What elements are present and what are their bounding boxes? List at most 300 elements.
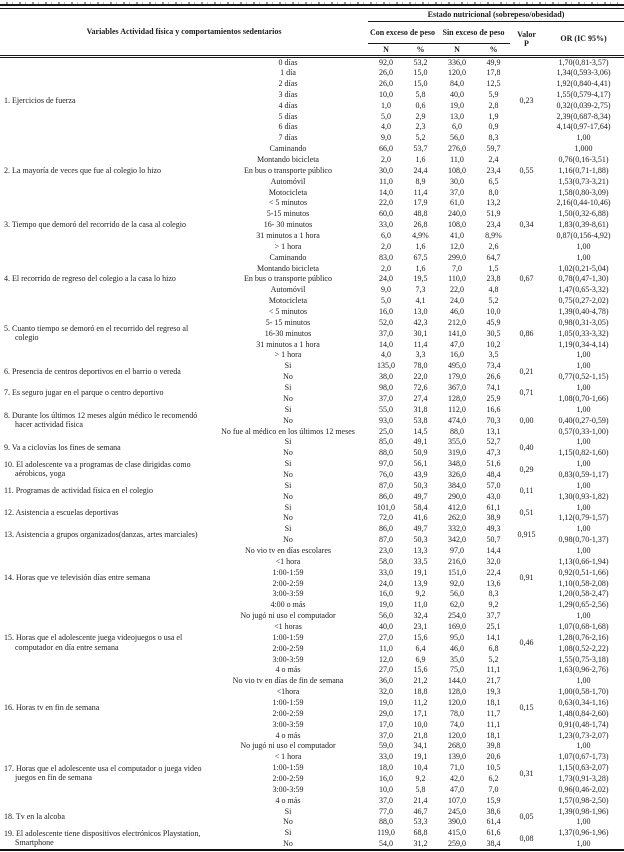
n-sin-value: 212,0 [448,317,466,327]
pct-con-value: 5,8 [415,784,426,794]
category-label: 2:00-2:59 [272,578,304,588]
pct-sin-value: 6,2 [488,774,499,783]
category-label: Montando bicicleta [257,263,319,273]
n-con-value: 25,0 [379,426,393,436]
category-label: Si [284,361,292,371]
category-label: No [283,415,293,425]
n-con-value: 32,0 [379,687,393,697]
pct-con-value: 31,8 [413,404,428,414]
n-sin-value: 108,0 [448,220,466,230]
or-value: 1,08(0,70-1,66) [558,393,609,403]
pct-sin-value: 18,1 [486,730,501,740]
n-con-value: 24,0 [379,274,393,284]
pct-con-value: 2,3 [415,122,426,132]
n-sin-value: 120,0 [448,697,466,707]
n-con-value: 58,0 [379,556,393,566]
table-row [0,57,624,68]
p-value: 0,51 [519,507,534,517]
or-value: 1,30(0,93-1,82) [558,491,609,501]
or-value: 1,58(0,80-3,09) [558,187,609,197]
pct-con-value: 5,2 [415,133,426,143]
or-value: 1,00 [576,524,591,534]
p-value: 0,15 [519,703,534,713]
category-label: 5- 15 minutos [265,317,311,327]
pct-sin-value: 59,7 [486,144,501,154]
n-con-value: 87,0 [379,480,393,490]
n-con-value: 2,0 [381,241,391,251]
category-label: < 5 minutos [268,307,308,317]
n-con-value: 6,0 [381,231,391,241]
sin-exceso-header: Sin exceso de peso [437,22,510,44]
n-sin-value: 107,0 [448,795,466,805]
or-value: 1,20(0,58-2,47) [558,589,609,599]
or-value: 4,14(0,97-17,64) [556,122,611,132]
pct-sin-value: 12,5 [486,79,501,88]
variable-label: 19. El adolescente tiene dispositivos electrónicos Playstation, Smartphone [4,828,201,848]
or-value: 1,00 [576,459,591,469]
table-row [0,828,624,839]
n-sin-value: 144,0 [448,676,466,686]
n-sin-value: 128,0 [448,687,466,697]
or-value: 1,00 [576,817,591,827]
or-value: 1,00 [576,741,591,751]
pct-sin-value: 5,2 [488,654,499,664]
table-row [0,610,624,621]
n-con-value: 10,0 [379,784,393,794]
p-value: 0,915 [517,529,536,539]
variable-label: 13. Asistencia a grupos organizados(danzas, artes marciales) [4,529,198,539]
pct-sin-value: 16,6 [486,404,501,414]
category-label: Automóvil [270,285,306,295]
n-con-value: 30,0 [379,165,393,175]
category-label: No jugó ni uso el computador [240,611,336,621]
n-con-value: 86,0 [379,491,393,501]
category-label: 1:00-1:59 [272,632,304,642]
variable-label: 6. Presencia de centros deportivos en el barrio o vereda [4,366,181,376]
or-value: 1,00 [576,839,591,849]
or-value: 1,15(0,82-1,60) [558,448,609,458]
table-row [0,382,624,393]
variable-label: 9. Va a ciclovías los fines de semana [4,442,121,452]
category-label: 0 días [278,58,298,68]
n-sin-value: 254,0 [448,611,466,621]
category-label: 6 días [278,122,298,132]
category-label: No [283,817,293,827]
table-row [0,404,624,415]
n-con-value: 1,0 [381,100,391,110]
or-value: 2,16(0,44-10,46) [556,198,611,208]
category-label: No [283,372,293,382]
n-sin-value: 84,0 [450,79,464,88]
pct-sin-value: 47,3 [486,448,501,458]
pct-sin-value: 18,1 [486,697,501,707]
pct-con-value: 33,5 [413,556,428,566]
variable-label: 18. Tv en la alcoba [4,811,65,821]
p-value: 0,00 [519,415,534,425]
pct-con-value: 1,6 [415,155,426,165]
category-label: <1 horas [274,621,302,631]
n-sin-value: 179,0 [448,372,466,382]
pct-sin-value: 38,4 [486,839,501,849]
pct-sin-value: 48,4 [486,469,501,479]
n-con-value: 2,0 [381,263,391,273]
pct-con-value: 43,9 [413,469,428,479]
category-label: Si [284,459,292,469]
category-label: 3:00-3:59 [272,589,304,599]
pct-sin-value: 73,4 [486,361,501,371]
n-con-value: 4,0 [381,350,391,360]
n-sin-value: 75,0 [450,665,464,675]
n-sin-value: 46,0 [450,643,464,653]
n-sin-value: 74,0 [450,719,464,729]
category-label: No [283,535,293,545]
category-label: No [283,469,293,479]
or-value: 0,87(0,156-4,92) [556,231,611,241]
or-value: 1,08(0,52-2,22) [558,643,609,653]
pct-con-value: 13,3 [413,545,428,555]
n-sin-value: 56,0 [450,133,464,143]
pct-sin-value: 5,9 [488,89,499,99]
n-con-value: 88,0 [379,448,393,458]
pct-sin-value: 20,6 [486,752,501,762]
n-con-value: 33,0 [379,220,393,230]
table-row [0,143,624,154]
n-sin-value: 120,0 [448,730,466,740]
pct-con-value: 41,6 [413,513,428,523]
variable-label: 7. Es seguro jugar en el parque o centro deportivo [4,388,164,398]
pct-con-value: 46,7 [413,806,428,816]
n-sin-value: 151,0 [448,567,466,577]
pct-sin-value: 51,6 [486,459,501,469]
category-label: Si [284,502,292,512]
category-label: 4 días [278,100,298,110]
table-row [0,361,624,372]
pct-con-value: 56,1 [413,459,428,469]
or-value: 0,83(0,59-1,17) [558,469,609,479]
n-sin-value: 259,0 [448,839,466,849]
n-con-value: 92,0 [379,58,393,68]
pct-con-value: 15,0 [413,68,428,78]
pct-sin-value: 38,6 [486,806,501,816]
pct-con-value: 50,3 [413,480,428,490]
n-sin-value: 390,0 [448,817,466,827]
p-value: 0,46 [519,638,534,648]
n-con-value: 59,0 [379,741,393,751]
pct-con-value: 6,9 [415,654,426,664]
category-label: No fue al médico en los últimos 12 meses [221,426,355,436]
or-value: 1,00(0,58-1,70) [558,687,609,697]
or-value: 0,98(0,70-1,37) [558,535,609,545]
header-row-estado [0,9,624,22]
n-con-value: 14,0 [379,187,393,197]
or-value: 1,48(0,84-2,60) [558,708,609,718]
category-label: 1 día [280,68,296,78]
pct-sin-value: 21,7 [486,676,501,686]
category-label: Si [284,806,292,816]
n-con-value: 27,0 [379,632,393,642]
or-value: 1,12(0,79-1,57) [558,513,609,523]
table-row [0,458,624,469]
category-label: 31 minutos a 1 hora [256,339,320,349]
pct-con-value: 14,5 [413,426,428,436]
category-label: 5 días [278,111,298,121]
n-con-value: 19,0 [379,600,393,610]
pct-con-value: 49,1 [413,437,428,447]
or-value: 1,28(0,76-2,16) [558,632,609,642]
or-value: 1,00 [576,437,591,447]
pct-sin-value: 11,7 [486,708,501,718]
pct-con-value: 49,7 [413,524,428,534]
n-sin-value: 47,0 [450,339,464,349]
pct-sin-value: 2,8 [488,100,499,110]
category-label: 7 días [278,133,298,143]
n-sin-header: N [437,44,477,57]
category-label: 3:00-3:59 [272,719,304,729]
pct-con-value: 21,4 [413,795,428,805]
pct-sin-value: 10,2 [486,339,501,349]
n-sin-value: 342,0 [448,535,466,545]
variable-label: 3. Tiempo que demoró del recorrido de la casa al colegio [4,220,186,230]
p-value: 0,34 [519,220,534,230]
table-row [0,741,624,752]
n-sin-value: 245,0 [448,806,466,816]
or-value: 1,92(0,840-4,41) [556,79,611,88]
or-value: 0,91(0,48-1,74) [558,719,609,729]
n-sin-value: 319,0 [448,448,466,458]
category-label: > 1 hora [274,241,302,251]
pct-sin-value: 57,0 [486,480,501,490]
or-value: 1,00 [576,545,591,555]
or-ic-header: OR (IC 95%) [543,22,624,57]
variable-label: 16. Horas tv en fin de semana [4,703,100,713]
n-con-value: 33,0 [379,567,393,577]
n-con-value: 60,0 [379,209,393,219]
n-con-value: 37,0 [379,393,393,403]
pct-con-value: 0,6 [415,100,426,110]
pct-con-value: 53,2 [413,58,428,68]
or-value: 1,70(0,81-3,57) [558,58,609,68]
n-con-value: 33,0 [379,752,393,762]
pct-sin-value: 5,2 [488,296,499,306]
n-sin-value: 474,0 [448,415,466,425]
pct-sin-value: 8,0 [488,187,499,197]
pct-con-value: 21,8 [413,730,428,740]
category-label: No [283,491,293,501]
p-value: 0,40 [519,442,534,452]
or-value: 1,29(0,65-2,56) [558,600,609,610]
n-sin-value: 495,0 [448,361,466,371]
pct-sin-value: 45,9 [486,317,501,327]
n-con-value: 52,0 [379,317,393,327]
n-sin-value: 78,0 [450,708,464,718]
valor-p-line1: Valor [517,29,536,39]
pct-con-value: 53,7 [413,144,428,154]
or-value: 1,000 [574,144,593,154]
pct-sin-value: 19,3 [486,687,501,697]
p-value: 0,71 [519,388,534,398]
category-label: Si [284,828,292,838]
variable-label: 1. Ejercicios de fuerza [4,95,76,105]
pct-sin-value: 7,0 [488,784,499,794]
category-label: Motocicleta [268,187,308,197]
pct-con-value: 4,1 [415,296,426,306]
pct-con-value: 13,0 [413,307,428,317]
n-sin-value: 332,0 [448,524,466,534]
n-sin-value: 412,0 [448,502,466,512]
or-value: 1,00 [576,133,591,143]
category-label: No [283,839,293,849]
n-sin-value: 92,0 [450,578,464,588]
or-value: 1,53(0,73-3,21) [558,176,609,186]
variable-label: 4. El recorrido de regreso del colegio a la casa lo hizo [4,274,176,284]
category-label: 2:00-2:59 [272,774,304,783]
pct-sin-value: 14,4 [486,545,501,555]
n-con-value: 2,0 [381,155,391,165]
pct-con-value: 72,6 [413,383,428,393]
n-sin-value: 141,0 [448,328,466,338]
category-label: 1:00-1:59 [272,763,304,773]
or-value: 1,00 [576,383,591,393]
pct-con-value: 22,0 [413,372,428,382]
n-sin-value: 35,0 [450,654,464,664]
pct-sin-value: 74,1 [486,383,501,393]
pct-sin-value: 15,9 [486,795,501,805]
pct-sin-value: 51,9 [486,209,501,219]
valor-p-line2: P [524,38,529,48]
or-value: 1,00 [576,404,591,414]
or-value: 1,50(0,32-6,88) [558,209,609,219]
pct-sin-value: 11,1 [486,719,501,729]
n-con-value: 26,0 [379,68,393,78]
n-sin-value: 268,0 [448,741,466,751]
pct-con-value: 17,1 [413,708,428,718]
n-sin-value: 37,0 [450,187,464,197]
or-value: 0,75(0,27-2,02) [558,296,609,306]
or-value: 0,78(0,47-1,30) [558,274,609,284]
pct-sin-value: 10,5 [486,763,501,773]
category-label: <1hora [276,687,300,697]
n-con-value: 23,0 [379,545,393,555]
n-con-value: 40,0 [379,621,393,631]
category-label: No vio tv en días escolares [245,545,331,555]
n-con-value: 77,0 [379,806,393,816]
p-value: 0,29 [519,464,534,474]
pct-con-value: 23,1 [413,621,428,631]
category-label: 4:00 o más [270,600,306,610]
n-sin-value: 11,0 [450,155,464,165]
pct-sin-value: 9,2 [488,600,499,610]
pct-con-value: 9,2 [415,589,426,599]
pct-con-value: 13,9 [413,578,428,588]
category-label: Si [284,383,292,393]
pct-con-value: 34,1 [413,741,428,751]
or-value: 1,07(0,68-1,68) [558,621,609,631]
pct-sin-value: 61,4 [486,817,501,827]
pct-sin-value: 61,6 [486,828,501,838]
table-row [0,502,624,513]
pct-con-value: 67,5 [413,252,428,262]
n-con-header: N [368,44,404,57]
or-value: 1,00 [576,361,591,371]
category-label: 31 minutos a 1 hora [256,231,320,241]
pct-sin-value: 6,5 [488,176,499,186]
n-con-value: 5,0 [381,296,391,306]
con-exceso-header: Con exceso de peso [368,22,437,44]
p-value: 0,21 [519,366,534,376]
category-label: No vio tv en días de fin de semana [232,676,344,686]
pct-sin-value: 4,8 [488,285,499,295]
statistics-table [0,9,624,849]
category-label: 4 o más [275,795,301,805]
pct-sin-value: 61,1 [486,502,501,512]
or-value: 1,39(0,40-4,78) [558,307,609,317]
n-con-value: 18,0 [379,763,393,773]
pct-sin-header: % [477,44,510,57]
table-row [0,252,624,263]
pct-con-value: 15,0 [413,79,428,88]
or-value: 0,32(0,039-2,75) [556,100,611,110]
pct-sin-value: 64,7 [486,252,501,262]
pct-con-value: 42,3 [413,317,428,327]
pct-sin-value: 25,1 [486,621,501,631]
n-con-value: 16,0 [379,589,393,599]
n-sin-value: 348,0 [448,459,466,469]
pct-sin-value: 50,7 [486,535,501,545]
pct-sin-value: 70,3 [486,415,501,425]
or-value: 1,00 [576,241,591,251]
or-value: 1,83(0,39-8,61) [558,220,609,230]
pct-con-value: 32,4 [413,611,428,621]
n-con-value: 66,0 [379,144,393,154]
or-value: 1,19(0,34-4,14) [558,339,609,349]
category-label: <1 hora [275,556,301,566]
n-sin-value: 19,0 [450,100,464,110]
category-label: 5-15 minutos [266,209,310,219]
pct-con-value: 58,4 [413,502,428,512]
n-con-value: 14,0 [379,339,393,349]
n-con-value: 97,0 [379,459,393,469]
p-value: 0,05 [519,812,534,821]
n-con-value: 87,0 [379,535,393,545]
variable-label: 8. Durante los últimos 12 meses algún médico le recomendó hacer actividad física [4,410,198,430]
n-sin-value: 108,0 [448,165,466,175]
category-label: Si [284,404,292,414]
n-con-value: 5,0 [381,111,391,121]
pct-con-header: % [404,44,437,57]
n-sin-value: 71,0 [450,763,464,773]
pct-con-value: 24,4 [413,165,428,175]
n-sin-value: 367,0 [448,383,466,393]
pct-sin-value: 1,9 [488,111,499,121]
n-sin-value: 30,0 [450,176,464,186]
pct-con-value: 11,2 [413,697,428,707]
or-value: 0,77(0,52-1,15) [558,372,609,382]
category-label: 2:00-2:59 [272,643,304,653]
n-sin-value: 16,0 [450,350,464,360]
n-sin-value: 13,0 [450,111,464,121]
category-label: 16- 30 minutos [263,220,313,230]
n-con-value: 38,0 [379,372,393,382]
or-value: 0,96(0,46-2,02) [558,784,609,794]
pct-con-value: 11,4 [413,187,428,197]
n-sin-value: 97,0 [450,545,464,555]
category-label: 3:00-3:59 [272,654,304,664]
n-sin-value: 169,0 [448,621,466,631]
pct-con-value: 1,6 [415,241,426,251]
n-con-value: 98,0 [379,383,393,393]
pct-sin-value: 13,2 [486,198,501,208]
table-header [0,9,624,57]
